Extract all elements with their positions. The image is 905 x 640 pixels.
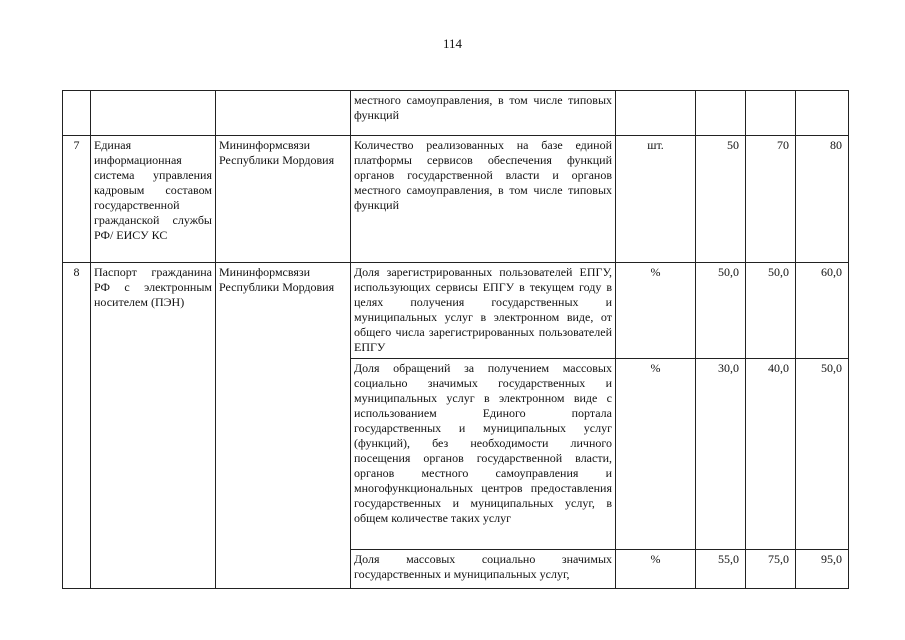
page-number: 114 [442, 36, 463, 51]
system-name [91, 91, 216, 136]
system-name: Паспорт гражданина РФ с электронным носителем (ПЭН) [91, 263, 216, 589]
indicator-text: Доля обращений за получением массовых социально значимых государственных и муниципальных услуг в электронном виде с использованием Единого портала государственных и муниципальных услуг (функций), без необходимости личного посещения органов государственной власти, органов местного самоуправления и многофункциональных центров предоставления государственных и муниципальных услуг, в общем количестве таких услуг [351, 359, 616, 550]
indicator-unit [616, 91, 696, 136]
indicator-value-1 [696, 91, 746, 136]
indicator-value-2 [746, 91, 796, 136]
indicator-value-1: 55,0 [696, 550, 746, 589]
table-row [63, 263, 849, 359]
indicator-unit: % [616, 263, 696, 359]
agency-name [216, 91, 351, 136]
indicator-value-2: 40,0 [746, 359, 796, 550]
indicator-value-3: 50,0 [796, 359, 849, 550]
indicator-text: Доля зарегистрированных пользователей ЕПГУ, использующих сервисы ЕПГУ в текущем году в целях получения государственных и муниципальных услуг в электронном виде, от общего числа зарегистрированных пользователей ЕПГУ [351, 263, 616, 359]
indicator-text: Доля массовых социально значимых государственных и муниципальных услуг, [351, 550, 616, 589]
indicator-text: Количество реализованных на базе единой платформы сервисов обеспечения функций органов государственной власти и органов местного самоуправления, в том числе типовых функций [351, 136, 616, 263]
agency-name: Мининформсвязи Республики Мордовия [216, 263, 351, 589]
indicator-value-2: 50,0 [746, 263, 796, 359]
indicator-value-1: 50,0 [696, 263, 746, 359]
indicator-value-3: 80 [796, 136, 849, 263]
indicator-text: местного самоуправления, в том числе типовых функций [351, 91, 616, 136]
indicator-value-3: 60,0 [796, 263, 849, 359]
row-number [63, 91, 91, 136]
row-number: 7 [63, 136, 91, 263]
indicators-table [62, 90, 849, 589]
table-row [63, 91, 849, 136]
indicator-unit: шт. [616, 136, 696, 263]
indicator-value-1: 50 [696, 136, 746, 263]
indicator-unit: % [616, 359, 696, 550]
agency-name: Мининформсвязи Республики Мордовия [216, 136, 351, 263]
indicator-value-2: 70 [746, 136, 796, 263]
indicator-value-3 [796, 91, 849, 136]
indicator-unit: % [616, 550, 696, 589]
row-number: 8 [63, 263, 91, 589]
table-row [63, 136, 849, 263]
system-name: Единая информационная система управления кадровым составом государственной гражданской службы РФ/ ЕИСУ КС [91, 136, 216, 263]
indicator-value-3: 95,0 [796, 550, 849, 589]
indicator-value-2: 75,0 [746, 550, 796, 589]
indicator-value-1: 30,0 [696, 359, 746, 550]
